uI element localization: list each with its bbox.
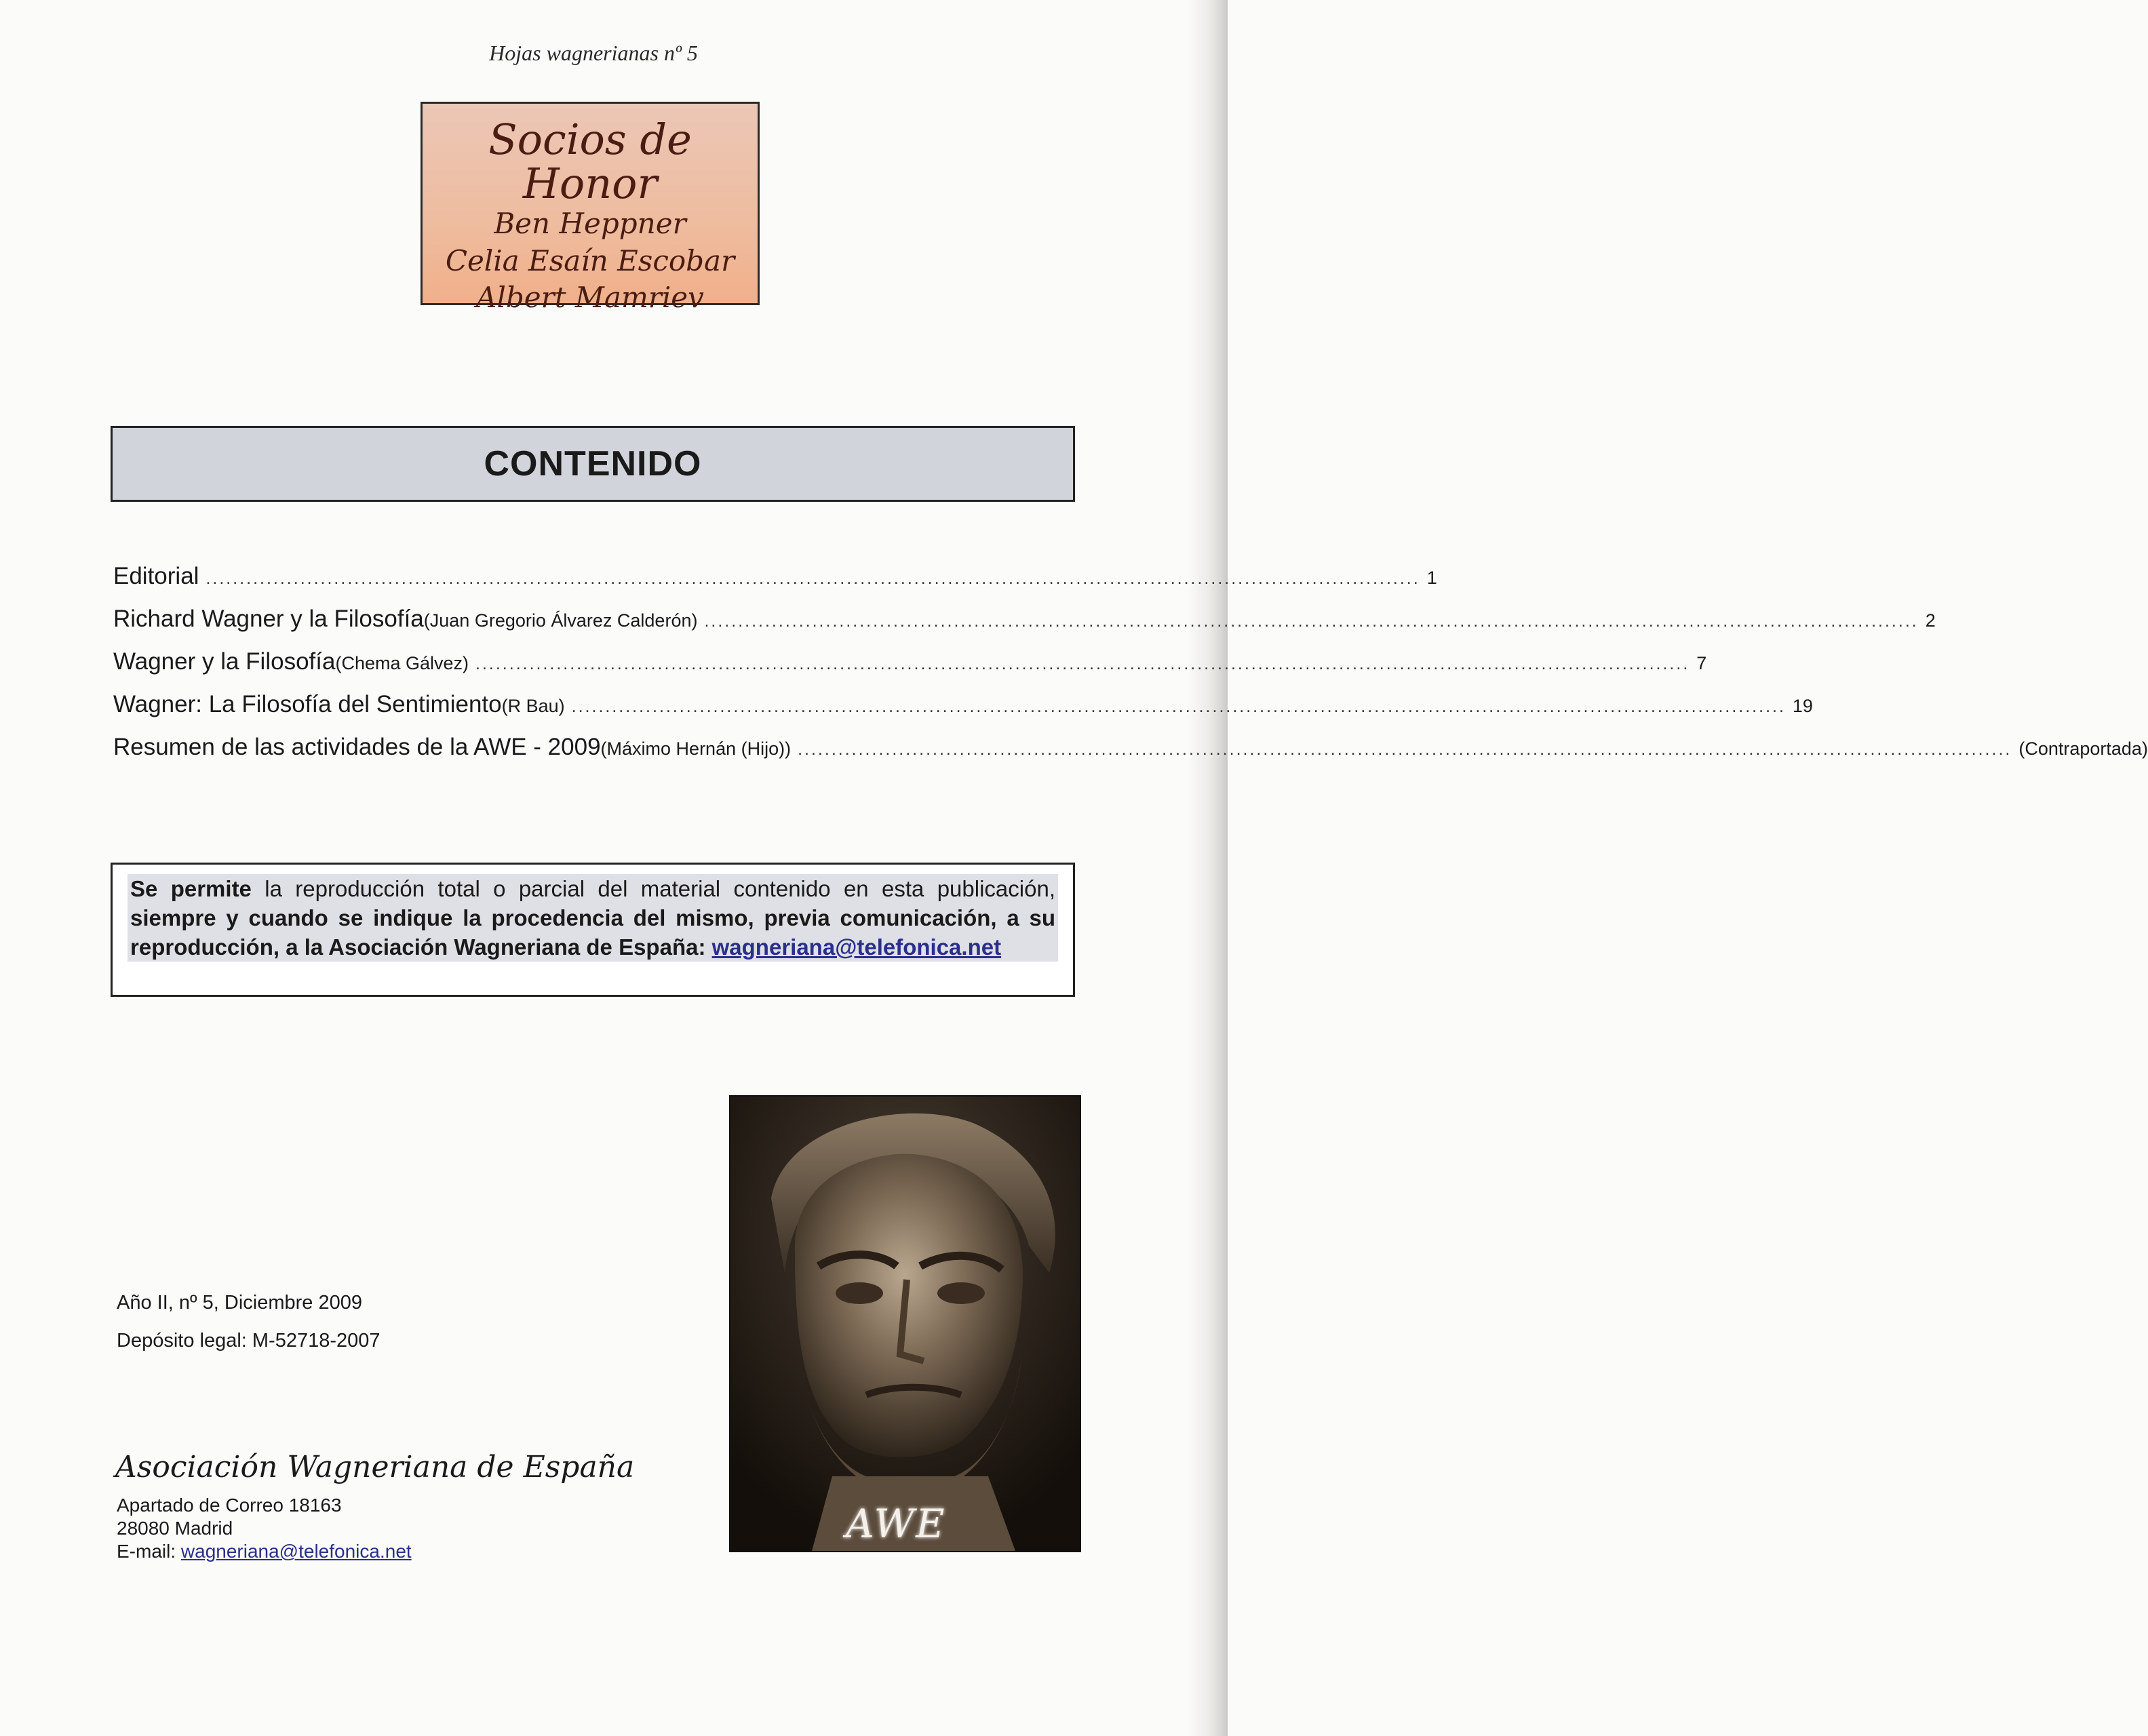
toc-entry-page: (Contraportada)	[2018, 738, 2148, 759]
toc-leader-dots: ....................................................................................................................................................................................	[206, 569, 1420, 588]
notice-bold-text: siempre y cuando se indique la procedencia del mismo, previa comunicación, a su reproducción, a la Asociación Wagneriana de España:	[130, 905, 1055, 960]
page-edge-shadow	[1187, 0, 1228, 1736]
running-header: Hojas wagnerianas nº 5	[489, 41, 698, 65]
toc-entry-title: Wagner: La Filosofía del Sentimiento	[113, 691, 502, 717]
legal-deposit: Depósito legal: M-52718-2007	[117, 1330, 380, 1352]
notice-email-link[interactable]: wagneriana@telefonica.net	[711, 934, 1002, 960]
toc-entry-page: 1	[1426, 568, 1437, 588]
toc-entry-author: (Máximo Hernán (Hijo))	[600, 738, 792, 759]
contents-heading-box	[111, 426, 1075, 502]
toc-entry-author: (Juan Gregorio Álvarez Calderón)	[423, 610, 698, 631]
toc-entry-page: 19	[1792, 696, 1813, 716]
email-link[interactable]: wagneriana@telefonica.net	[180, 1541, 412, 1562]
toc-leader-dots: ....................................................................................................................................................................................	[798, 740, 2012, 759]
toc-entry-page: 7	[1696, 653, 1707, 673]
toc-leader-dots: ....................................................................................................................................................................................	[704, 612, 1919, 631]
table-of-contents	[113, 563, 2148, 776]
toc-entry-title: Wagner y la Filosofía	[113, 648, 336, 675]
address-line: Apartado de Correo 18163	[117, 1495, 342, 1516]
association-address	[117, 1494, 412, 1563]
association-name: Asociación Wagneriana de España	[115, 1450, 635, 1484]
address-city: 28080 Madrid	[117, 1518, 233, 1539]
toc-entry-author: (Chema Gálvez)	[335, 653, 469, 673]
toc-leader-dots: ....................................................................................................................................................................................	[571, 697, 1786, 716]
toc-entry-title: Editorial	[113, 563, 199, 589]
honor-box	[421, 102, 760, 315]
notice-bold-lead: Se permite	[130, 876, 252, 901]
notice-text: la reproducción total o parcial del material contenido en esta publicación,	[251, 876, 1055, 901]
wagner-bust-photo	[729, 1095, 1081, 1552]
honor-member: Celia Esaín Escobar	[445, 243, 735, 277]
issue-info	[117, 1292, 380, 1368]
toc-entry[interactable]	[113, 691, 1813, 734]
copyright-notice	[128, 874, 1058, 962]
honor-member: Albert Mamriev	[476, 281, 704, 315]
issue-line: Año II, nº 5, Diciembre 2009	[117, 1292, 363, 1314]
honor-title: Socios de Honor	[488, 115, 692, 209]
awe-caption: AWE	[846, 1501, 946, 1547]
toc-entry[interactable]	[113, 606, 1936, 648]
honor-member: Ben Heppner	[494, 207, 686, 241]
toc-entry-author: (R Bau)	[501, 696, 565, 716]
toc-entry-page: 2	[1925, 610, 1936, 631]
toc-leader-dots: ....................................................................................................................................................................................	[475, 654, 1690, 673]
toc-entry-title: Resumen de las actividades de la AWE - 2009	[113, 734, 601, 760]
toc-entry[interactable]	[113, 648, 1707, 691]
contents-heading: CONTENIDO	[484, 444, 702, 484]
toc-entry-title: Richard Wagner y la Filosofía	[113, 606, 424, 632]
bust-illustration	[730, 1097, 1080, 1551]
copyright-notice-box	[111, 863, 1075, 997]
toc-entry[interactable]	[113, 734, 2148, 776]
toc-entry[interactable]	[113, 563, 1437, 606]
email-line	[117, 1540, 412, 1563]
email-label: E-mail:	[117, 1541, 181, 1562]
